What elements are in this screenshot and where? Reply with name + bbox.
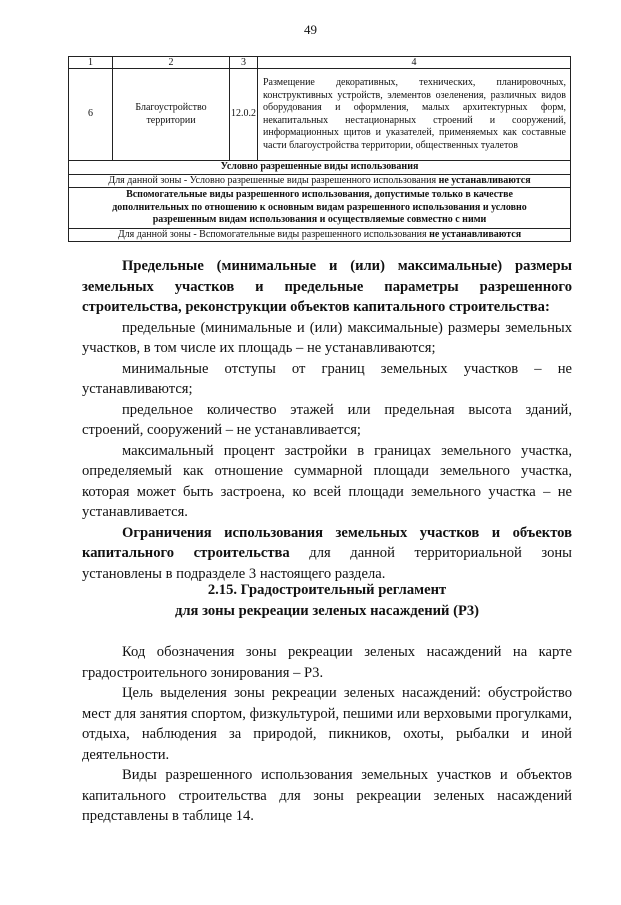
permitted-use-table: [68, 56, 571, 242]
section-title-line-2: для зоны рекреации зеленых насаждений (Р3): [174, 602, 480, 619]
auxiliary-uses-title: Вспомогательные виды разрешенного использования, допустимые только в качестве дополнительных по отношению к основным видам разрешенного использования и условно разрешенным видам использования и осуществляемые совместно с ними: [69, 188, 571, 229]
auxiliary-title-row: [69, 188, 571, 229]
col-header-1: 1: [69, 57, 113, 69]
auxiliary-note-row: [69, 228, 571, 242]
zone-code-paragraph: Код обозначения зоны рекреации зеленых насаждений на карте градостроительного зонирования – Р3.: [82, 644, 572, 681]
conditional-uses-note: [69, 174, 571, 188]
conditional-note-status: не устанавливаются: [438, 174, 531, 186]
limit-item-coverage: максимальный процент застройки в границах земельного участка, определяемый как отношение суммарной площади земельного участка, которая может быть застроена, ко всей площади земельного участка – не устанавливается.: [82, 442, 572, 520]
conditional-note-row: [69, 174, 571, 188]
col-header-3: 3: [230, 57, 258, 69]
section-body: [82, 642, 572, 827]
table-row: [69, 69, 571, 161]
restrictions-bold: Ограничения использования земельных участков и объектов капитального строительства: [82, 524, 572, 561]
page-number: 49: [304, 22, 317, 37]
col-header-2: 2: [113, 57, 230, 69]
row-use-code: 12.0.2: [230, 69, 258, 161]
section-title-line-1: 2.15. Градостроительный регламент: [207, 582, 447, 598]
auxiliary-note-text: Для данной зоны - Вспомогательные виды разрешенного использования: [117, 228, 430, 240]
limit-item-setbacks: минимальные отступы от границ земельных участков – не устанавливаются;: [82, 360, 572, 397]
conditional-uses-title: Условно разрешенные виды использования: [69, 161, 571, 175]
restrictions-rest: для данной территориальной зоны установлены в подразделе 3 настоящего раздела.: [82, 545, 572, 582]
auxiliary-note-status: не устанавливаются: [429, 228, 522, 240]
row-use-name: Благоустройство территории: [113, 69, 230, 161]
row-use-description: Размещение декоративных, технических, планировочных, конструктивных устройств, элементов озеленения, различных видов оборудования и оформления, малых архитектурных форм, некапитальных нестационарных строений и сооружений, информационных щитов и указателей, применяемых как составные части благоустройства территории, общественных туалетов: [258, 69, 571, 161]
limit-item-floors: предельное количество этажей или предельная высота зданий, строений, сооружений – не устанавливается;: [82, 401, 572, 438]
row-number: 6: [69, 69, 113, 161]
restrictions-paragraph: [82, 523, 572, 585]
zone-uses-paragraph: Виды разрешенного использования земельных участков и объектов капитального строительства для зоны рекреации зеленых насаждений представлены в таблице 14.: [82, 767, 572, 824]
auxiliary-uses-note: [69, 228, 571, 242]
table-header-row: [69, 57, 571, 69]
limits-section: [82, 256, 572, 584]
section-heading: [82, 580, 572, 621]
zone-purpose-paragraph: Цель выделения зоны рекреации зеленых насаждений: обустройство мест для занятия спортом, физкультурой, пешими или верховыми прогулками, отдыха, наблюдения за природой, пикников, охоты, рыбалки и иной деятельности.: [82, 685, 572, 763]
conditional-note-text: Для данной зоны - Условно разрешенные виды разрешенного использования: [108, 174, 439, 186]
col-header-4: 4: [258, 57, 571, 69]
limits-heading: Предельные (минимальные и (или) максимальные) размеры земельных участков и предельные параметры разрешенного строительства, реконструкции объектов капитального строительства:: [82, 258, 572, 315]
conditional-title-row: [69, 161, 571, 175]
limit-item-plot-size: предельные (минимальные и (или) максимальные) размеры земельных участков, в том числе их площадь – не устанавливаются;: [82, 319, 572, 356]
